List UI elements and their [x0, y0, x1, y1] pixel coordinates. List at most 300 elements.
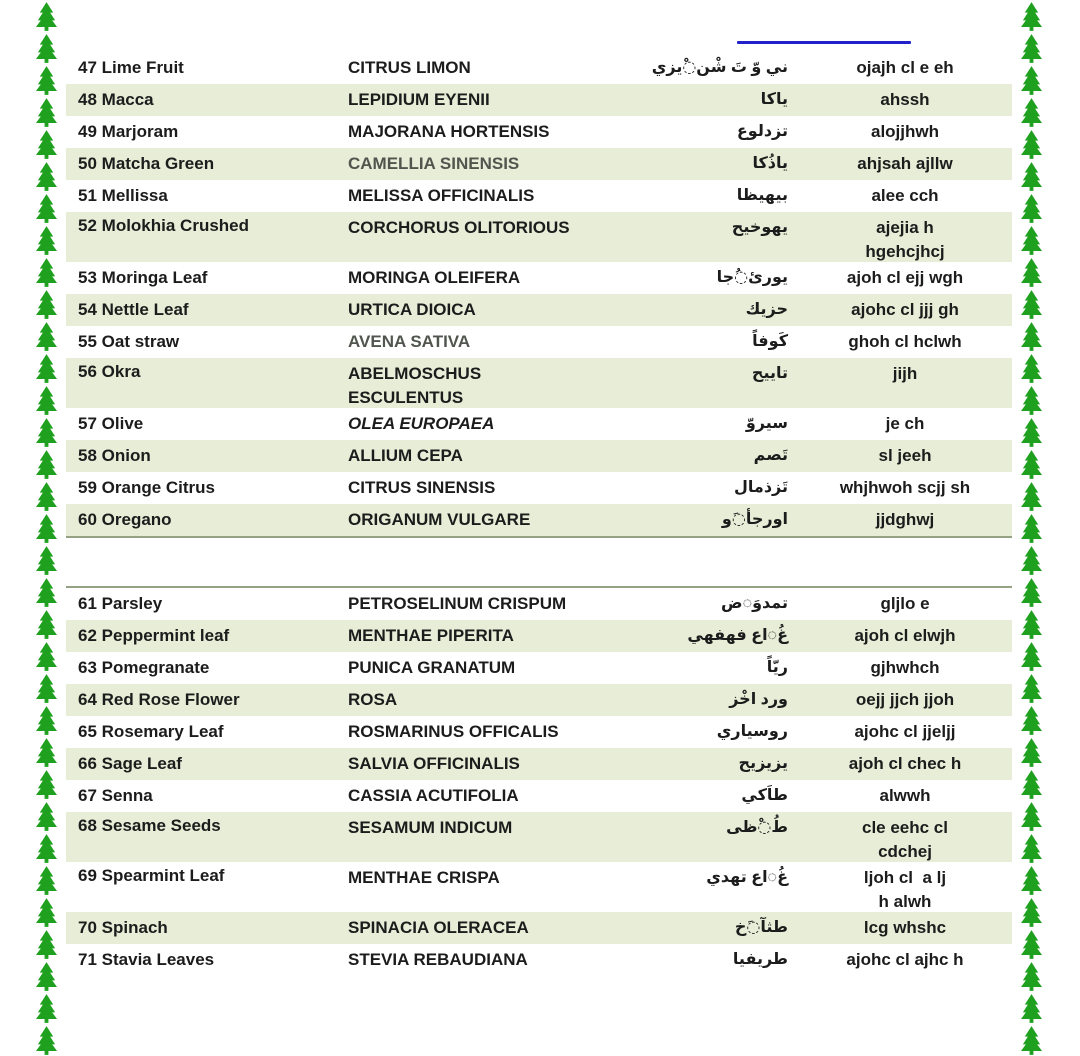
- row-number: 51: [78, 186, 97, 205]
- tree-icon: [35, 288, 58, 320]
- arabic-name: تَزذمال: [734, 479, 788, 496]
- latin-name: ABELMOSCHUS: [348, 364, 482, 383]
- row-number: 47: [78, 58, 97, 77]
- common-name-cell: [66, 360, 348, 382]
- tree-icon: [35, 128, 58, 160]
- tree-icon: [1020, 384, 1043, 416]
- latin-name-cell: [348, 214, 606, 240]
- common-name-cell: [66, 918, 348, 938]
- tree-icon: [35, 928, 58, 960]
- tree-icon: [35, 32, 58, 64]
- latin-name-cell: [348, 444, 606, 468]
- table-row: [66, 912, 1012, 944]
- common-name-cell: [66, 864, 348, 886]
- herb-table-upper: [66, 52, 1012, 538]
- tree-icon: [35, 480, 58, 512]
- code-text: ajohc cl ajhc h: [846, 950, 964, 969]
- tree-icon: [35, 768, 58, 800]
- common-name-cell: [66, 154, 348, 174]
- tree-icon: [35, 0, 58, 32]
- common-name: Oat straw: [101, 332, 180, 351]
- tree-icon: [35, 704, 58, 736]
- common-name-cell: [66, 478, 348, 498]
- tree-icon: [1020, 224, 1043, 256]
- code-text: alojjhwh: [871, 122, 939, 141]
- latin-name: ORIGANUM VULGARE: [348, 510, 531, 529]
- row-number: 63: [78, 658, 97, 677]
- tree-icon: [35, 864, 58, 896]
- common-name: Olive: [101, 414, 144, 433]
- code-text: alee cch: [871, 186, 939, 205]
- tree-icon: [1020, 0, 1043, 32]
- latin-name-cell: [348, 120, 606, 144]
- tree-border-right: [1018, 0, 1044, 1056]
- tree-icon: [1020, 992, 1043, 1024]
- latin-name-cell: [348, 752, 606, 776]
- code-text: ajejia h: [876, 218, 934, 237]
- row-number: 60: [78, 510, 97, 529]
- tree-icon: [1020, 32, 1043, 64]
- tree-icon: [1020, 576, 1043, 608]
- code-text: ahjsah ajllw: [857, 154, 953, 173]
- row-number: 50: [78, 154, 97, 173]
- common-name-cell: [66, 214, 348, 236]
- arabic-name: غُ◌اع فهفهي: [687, 627, 788, 644]
- tree-icon: [35, 352, 58, 384]
- arabic-name: تمدوَ◌ض: [721, 595, 788, 612]
- table-row: [66, 326, 1012, 358]
- code-text: ajoh cl elwjh: [854, 626, 956, 645]
- table-row: [66, 652, 1012, 684]
- code-cell: [798, 152, 1012, 176]
- arabic-name: طُ◌ْظى: [726, 819, 788, 836]
- arabic-name: تاييح: [751, 365, 788, 382]
- arabic-name: روسياري: [716, 723, 788, 740]
- common-name: Lime Fruit: [101, 58, 184, 77]
- row-number: 54: [78, 300, 97, 319]
- tree-icon: [35, 832, 58, 864]
- row-number: 70: [78, 918, 97, 937]
- latin-name: LEPIDIUM EYENII: [348, 90, 490, 109]
- code-text: lcg whshc: [863, 918, 947, 937]
- code-text: jjdghwj: [875, 510, 935, 529]
- table-row: [66, 504, 1012, 536]
- code-cell: [798, 88, 1012, 112]
- arabic-name: تزدلوع: [736, 123, 788, 140]
- table-row: [66, 472, 1012, 504]
- tree-icon: [35, 224, 58, 256]
- common-name: Red Rose Flower: [101, 690, 240, 709]
- code-text: ajohc cl jjeljj: [854, 722, 956, 741]
- tree-icon: [35, 736, 58, 768]
- row-number: 62: [78, 626, 97, 645]
- row-number: 59: [78, 478, 97, 497]
- tree-icon: [1020, 352, 1043, 384]
- table-row: [66, 862, 1012, 912]
- tree-icon: [1020, 896, 1043, 928]
- arabic-name: ياكا: [760, 91, 788, 108]
- tree-icon: [1020, 800, 1043, 832]
- common-name-cell: [66, 594, 348, 614]
- latin-name: MENTHAE CRISPA: [348, 868, 500, 887]
- common-name-cell: [66, 510, 348, 530]
- arabic-name: ريّاً: [766, 659, 788, 676]
- table-row: [66, 148, 1012, 180]
- tree-icon: [35, 672, 58, 704]
- common-name-cell: [66, 722, 348, 742]
- latin-name-cell: [348, 184, 606, 208]
- latin-name-cell: [348, 298, 606, 322]
- code-text: ghoh cl hclwh: [848, 332, 962, 351]
- common-name-cell: [66, 122, 348, 142]
- arabic-name: ورد اخْز: [729, 691, 788, 708]
- arabic-name: طثآ◌َخ: [734, 919, 788, 936]
- latin-name-cell: [348, 88, 606, 112]
- code-text: ajohc cl jjj gh: [851, 300, 959, 319]
- tree-icon: [1020, 960, 1043, 992]
- code-text: hgehcjhcj: [865, 242, 945, 261]
- latin-name-cell: [348, 948, 606, 972]
- code-text: ojajh cl e eh: [856, 58, 954, 77]
- arabic-name: غُ◌اع تهدي: [706, 869, 788, 886]
- tree-icon: [1020, 128, 1043, 160]
- tree-icon: [35, 448, 58, 480]
- table-row: [66, 812, 1012, 862]
- latin-name-cell: [348, 656, 606, 680]
- table-row: [66, 262, 1012, 294]
- latin-name: CORCHORUS OLITORIOUS: [348, 218, 570, 237]
- latin-name: STEVIA REBAUDIANA: [348, 950, 528, 969]
- table-row: [66, 440, 1012, 472]
- arabic-name: كَوفاً: [752, 333, 788, 350]
- tree-icon: [1020, 832, 1043, 864]
- tree-icon: [1020, 928, 1043, 960]
- latin-name: CASSIA ACUTIFOLIA: [348, 786, 519, 805]
- row-number: 48: [78, 90, 97, 109]
- tree-icon: [1020, 448, 1043, 480]
- code-cell: [798, 948, 1012, 972]
- arabic-name: ياذُكا: [752, 155, 788, 172]
- common-name: Molokhia Crushed: [101, 216, 250, 235]
- common-name: Spinach: [101, 918, 168, 937]
- tree-icon: [35, 608, 58, 640]
- latin-name-cell: [348, 508, 606, 532]
- code-cell: [798, 184, 1012, 208]
- code-cell: [798, 814, 1012, 864]
- tree-icon: [1020, 416, 1043, 448]
- latin-name: SPINACIA OLERACEA: [348, 918, 529, 937]
- code-text: oejj jjch jjoh: [855, 690, 955, 709]
- tree-icon: [1020, 320, 1043, 352]
- arabic-name: تَصم: [753, 447, 788, 464]
- latin-name: CAMELLIA SINENSIS: [348, 154, 520, 173]
- table-row: [66, 84, 1012, 116]
- code-text: cdchej: [878, 842, 932, 861]
- common-name-cell: [66, 446, 348, 466]
- tree-icon: [1020, 288, 1043, 320]
- latin-name: ESCULENTUS: [348, 388, 464, 407]
- latin-name: ROSMARINUS OFFICALIS: [348, 722, 559, 741]
- common-name-cell: [66, 90, 348, 110]
- common-name-cell: [66, 626, 348, 646]
- common-name-cell: [66, 754, 348, 774]
- latin-name-cell: [348, 360, 606, 410]
- code-text: cle eehc cl: [861, 818, 948, 837]
- tree-icon: [35, 96, 58, 128]
- table-row: [66, 358, 1012, 408]
- row-number: 69: [78, 866, 97, 885]
- blue-underline: [737, 41, 911, 44]
- latin-name: ROSA: [348, 690, 398, 709]
- tree-icon: [1020, 480, 1043, 512]
- code-text: alwwh: [879, 786, 931, 805]
- code-cell: [798, 688, 1012, 712]
- code-cell: [798, 752, 1012, 776]
- tree-icon: [35, 800, 58, 832]
- latin-name-cell: [348, 864, 606, 890]
- common-name: Pomegranate: [101, 658, 210, 677]
- arabic-name: طريفيا: [732, 951, 788, 968]
- code-text: h alwh: [878, 892, 932, 911]
- tree-icon: [35, 960, 58, 992]
- common-name-cell: [66, 332, 348, 352]
- common-name: Macca: [101, 90, 154, 109]
- code-cell: [798, 784, 1012, 808]
- table-row: [66, 294, 1012, 326]
- row-number: 53: [78, 268, 97, 287]
- table-row: [66, 408, 1012, 440]
- latin-name-cell: [348, 784, 606, 808]
- row-number: 57: [78, 414, 97, 433]
- row-number: 65: [78, 722, 97, 741]
- tree-icon: [1020, 256, 1043, 288]
- row-number: 64: [78, 690, 97, 709]
- arabic-name: يهوخيح: [731, 219, 788, 236]
- common-name: Matcha Green: [101, 154, 215, 173]
- common-name: Stavia Leaves: [101, 950, 215, 969]
- tree-icon: [1020, 736, 1043, 768]
- common-name: Moringa Leaf: [101, 268, 208, 287]
- table-row: [66, 588, 1012, 620]
- code-cell: [798, 444, 1012, 468]
- tree-icon: [1020, 640, 1043, 672]
- tree-icon: [35, 576, 58, 608]
- common-name: Nettle Leaf: [101, 300, 189, 319]
- code-cell: [798, 412, 1012, 436]
- common-name-cell: [66, 186, 348, 206]
- table-row: [66, 180, 1012, 212]
- code-text: jijh: [892, 364, 918, 383]
- code-cell: [798, 592, 1012, 616]
- latin-name-cell: [348, 152, 606, 176]
- table-row: [66, 684, 1012, 716]
- common-name-cell: [66, 950, 348, 970]
- latin-name-cell: [348, 56, 606, 80]
- common-name-cell: [66, 690, 348, 710]
- code-text: gljlo e: [880, 594, 930, 613]
- code-text: je ch: [885, 414, 925, 433]
- tree-icon: [1020, 64, 1043, 96]
- common-name-cell: [66, 414, 348, 434]
- latin-name: MENTHAE PIPERITA: [348, 626, 514, 645]
- tree-icon: [35, 544, 58, 576]
- tree-icon: [1020, 608, 1043, 640]
- tree-icon: [35, 64, 58, 96]
- herb-table-lower: [66, 586, 1012, 976]
- latin-name-cell: [348, 814, 606, 840]
- common-name-cell: [66, 786, 348, 806]
- code-cell: [798, 624, 1012, 648]
- common-name: Orange Citrus: [101, 478, 216, 497]
- table-row: [66, 780, 1012, 812]
- tree-icon: [1020, 864, 1043, 896]
- code-text: gjhwhch: [870, 658, 940, 677]
- code-cell: [798, 56, 1012, 80]
- tree-icon: [1020, 512, 1043, 544]
- latin-name: PETROSELINUM CRISPUM: [348, 594, 567, 613]
- latin-name: SALVIA OFFICINALIS: [348, 754, 520, 773]
- table-row: [66, 52, 1012, 84]
- latin-name-cell: [348, 330, 606, 354]
- row-number: 52: [78, 216, 97, 235]
- row-number: 71: [78, 950, 97, 969]
- common-name: Mellissa: [101, 186, 168, 205]
- tree-icon: [35, 512, 58, 544]
- arabic-name: يورئ◌ُجا: [716, 269, 788, 286]
- code-cell: [798, 214, 1012, 264]
- latin-name-cell: [348, 916, 606, 940]
- code-cell: [798, 476, 1012, 500]
- tree-icon: [1020, 672, 1043, 704]
- table-row: [66, 116, 1012, 148]
- latin-name-cell: [348, 412, 606, 436]
- latin-name: URTICA DIOICA: [348, 300, 476, 319]
- tree-icon: [1020, 160, 1043, 192]
- row-number: 49: [78, 122, 97, 141]
- row-number: 56: [78, 362, 97, 381]
- latin-name: AVENA SATIVA: [348, 332, 471, 351]
- common-name: Rosemary Leaf: [101, 722, 224, 741]
- tree-border-left: [33, 0, 59, 1056]
- latin-name: CITRUS SINENSIS: [348, 478, 496, 497]
- latin-name: SESAMUM INDICUM: [348, 818, 513, 837]
- common-name-cell: [66, 268, 348, 288]
- latin-name: PUNICA GRANATUM: [348, 658, 516, 677]
- common-name: Senna: [101, 786, 153, 805]
- arabic-name: اورجأ◌َو: [721, 511, 788, 528]
- arabic-name: حزيك: [745, 301, 788, 318]
- table-row: [66, 212, 1012, 262]
- row-number: 68: [78, 816, 97, 835]
- code-cell: [798, 508, 1012, 532]
- latin-name-cell: [348, 266, 606, 290]
- tree-icon: [35, 384, 58, 416]
- code-cell: [798, 266, 1012, 290]
- latin-name: MAJORANA HORTENSIS: [348, 122, 550, 141]
- row-number: 58: [78, 446, 97, 465]
- tree-icon: [1020, 1024, 1043, 1056]
- latin-name: OLEA EUROPAEA: [348, 414, 495, 433]
- tree-icon: [35, 160, 58, 192]
- tree-icon: [35, 416, 58, 448]
- code-text: sl jeeh: [878, 446, 932, 465]
- tree-icon: [35, 640, 58, 672]
- tree-icon: [1020, 768, 1043, 800]
- arabic-name: طاَكي: [741, 787, 788, 804]
- code-text: ahssh: [880, 90, 930, 109]
- tree-icon: [35, 896, 58, 928]
- common-name-cell: [66, 58, 348, 78]
- code-cell: [798, 298, 1012, 322]
- common-name-cell: [66, 300, 348, 320]
- table-row: [66, 944, 1012, 976]
- latin-name-cell: [348, 592, 606, 616]
- table-row: [66, 748, 1012, 780]
- tree-icon: [35, 192, 58, 224]
- common-name: Sesame Seeds: [101, 816, 221, 835]
- code-text: ajoh cl chec h: [848, 754, 962, 773]
- common-name: Marjoram: [101, 122, 179, 141]
- row-number: 66: [78, 754, 97, 773]
- common-name: Parsley: [101, 594, 163, 613]
- tree-icon: [35, 256, 58, 288]
- code-text: whjhwoh scjj sh: [839, 478, 971, 497]
- latin-name: ALLIUM CEPA: [348, 446, 463, 465]
- code-cell: [798, 120, 1012, 144]
- tree-icon: [1020, 704, 1043, 736]
- code-cell: [798, 656, 1012, 680]
- common-name: Spearmint Leaf: [101, 866, 225, 885]
- common-name: Sage Leaf: [101, 754, 182, 773]
- arabic-name: يزيزيح: [738, 755, 788, 772]
- common-name-cell: [66, 814, 348, 836]
- table-row: [66, 620, 1012, 652]
- common-name-cell: [66, 658, 348, 678]
- latin-name: MELISSA OFFICINALIS: [348, 186, 535, 205]
- latin-name-cell: [348, 688, 606, 712]
- latin-name: MORINGA OLEIFERA: [348, 268, 521, 287]
- table-row: [66, 716, 1012, 748]
- common-name: Oregano: [101, 510, 172, 529]
- common-name: Onion: [101, 446, 151, 465]
- latin-name-cell: [348, 624, 606, 648]
- latin-name: CITRUS LIMON: [348, 58, 471, 77]
- row-number: 61: [78, 594, 97, 613]
- arabic-name: ني وّ تَ شْن◌ْيزي: [651, 59, 788, 76]
- row-number: 55: [78, 332, 97, 351]
- arabic-name: بيهيظا: [736, 187, 788, 204]
- tree-icon: [1020, 96, 1043, 128]
- tree-icon: [35, 320, 58, 352]
- code-cell: [798, 360, 1012, 386]
- tree-icon: [35, 992, 58, 1024]
- tree-icon: [1020, 544, 1043, 576]
- common-name: Okra: [101, 362, 141, 381]
- row-number: 67: [78, 786, 97, 805]
- code-cell: [798, 864, 1012, 914]
- code-text: ajoh cl ejj wgh: [846, 268, 964, 287]
- common-name: Peppermint leaf: [101, 626, 230, 645]
- code-cell: [798, 720, 1012, 744]
- code-text: ljoh cl a lj: [863, 868, 947, 887]
- code-cell: [798, 916, 1012, 940]
- latin-name-cell: [348, 476, 606, 500]
- tree-icon: [1020, 192, 1043, 224]
- code-cell: [798, 330, 1012, 354]
- arabic-name: سيروّ: [745, 415, 788, 432]
- tree-icon: [35, 1024, 58, 1056]
- latin-name-cell: [348, 720, 606, 744]
